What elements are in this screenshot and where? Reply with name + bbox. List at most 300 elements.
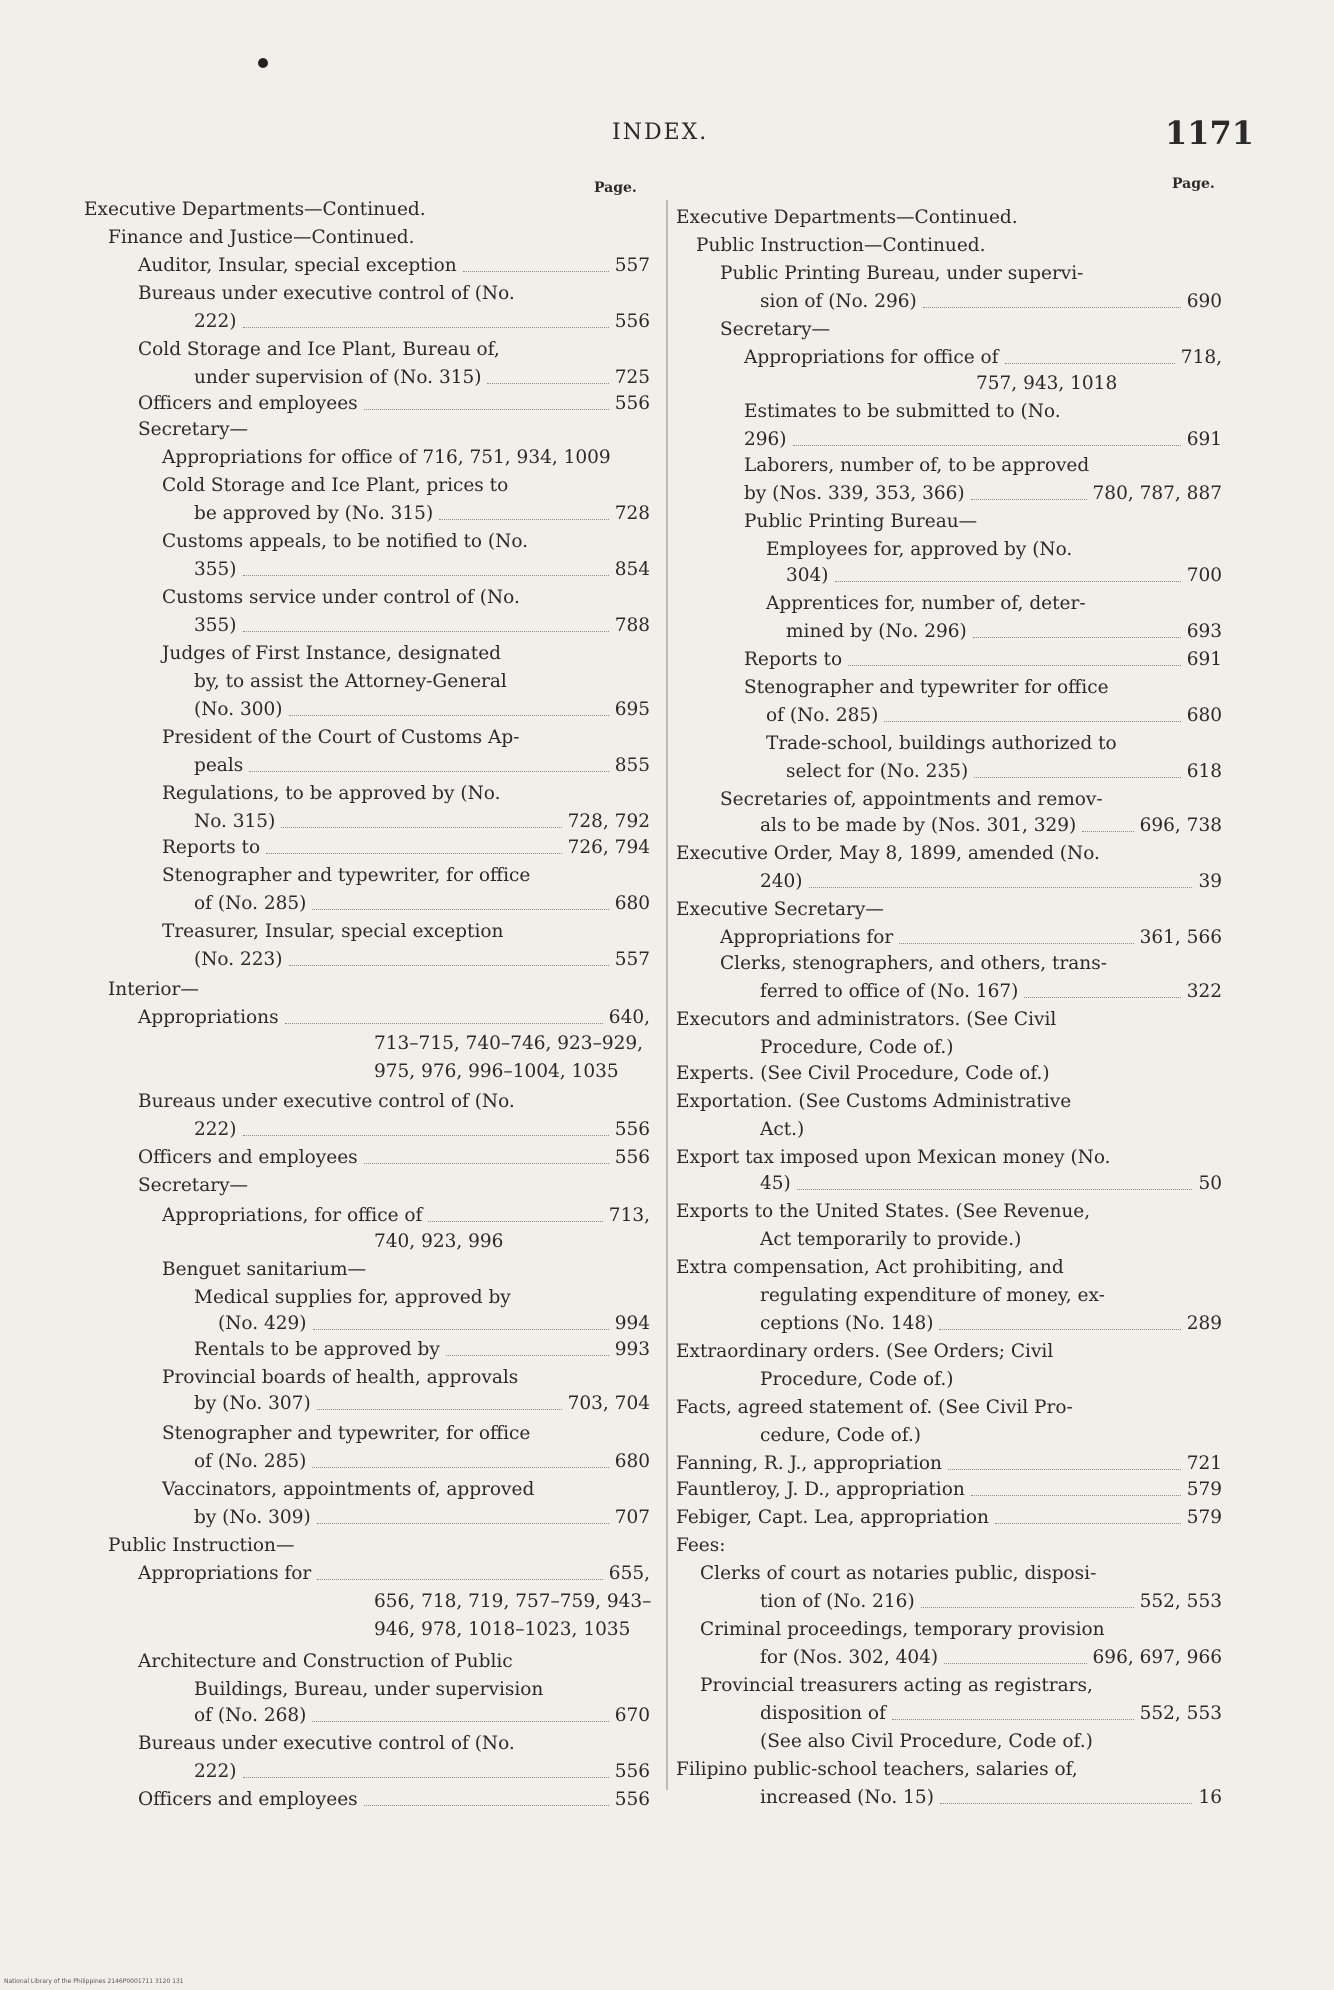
dot-leader bbox=[439, 519, 609, 520]
index-entry-text: No. 315) bbox=[194, 811, 276, 832]
index-entry bbox=[162, 780, 500, 807]
index-entry bbox=[760, 1644, 1222, 1671]
index-entry-text: Cold Storage and Ice Plant, Bureau of, bbox=[138, 339, 500, 360]
index-entry bbox=[720, 260, 1083, 287]
index-entry-text: 296) bbox=[744, 429, 787, 450]
index-entry-text: by (No. 309) bbox=[194, 1507, 311, 1528]
index-entry bbox=[108, 224, 415, 251]
page-reference: 552, 553 bbox=[1139, 1703, 1222, 1724]
index-entry-text: Public Printing Bureau— bbox=[744, 511, 978, 532]
index-entry bbox=[194, 1676, 543, 1703]
index-entry bbox=[786, 562, 1222, 589]
index-entry-text: Reports to bbox=[162, 837, 261, 858]
index-entry-text: Executive Secretary— bbox=[676, 899, 884, 920]
index-entry bbox=[374, 1058, 619, 1085]
dot-leader bbox=[921, 1607, 1134, 1608]
index-entry bbox=[760, 1700, 1222, 1727]
index-entry bbox=[138, 1648, 513, 1675]
index-entry bbox=[162, 1420, 530, 1447]
dot-leader bbox=[285, 1023, 603, 1024]
index-entry-text: ceptions (No. 148) bbox=[760, 1313, 934, 1334]
index-entry-text: 304) bbox=[786, 565, 829, 586]
dot-leader bbox=[944, 1663, 1086, 1664]
index-entry bbox=[676, 1198, 1090, 1225]
dot-leader bbox=[797, 1189, 1193, 1190]
dot-leader bbox=[971, 499, 1087, 500]
index-entry-text: Trade-school, buildings authorized to bbox=[766, 733, 1117, 754]
index-entry-text: mined by (No. 296) bbox=[786, 621, 967, 642]
dot-leader bbox=[1005, 363, 1175, 364]
page-label-left: Page. bbox=[594, 180, 637, 196]
index-entry-text: Febiger, Capt. Lea, appropriation bbox=[676, 1507, 989, 1528]
index-entry-text: by (Nos. 339, 353, 366) bbox=[744, 483, 965, 504]
page-reference: 640, bbox=[608, 1007, 650, 1028]
index-entry bbox=[760, 1366, 953, 1393]
index-entry bbox=[676, 1756, 1078, 1783]
index-entry-text: (No. 300) bbox=[194, 699, 283, 720]
index-entry bbox=[976, 370, 1117, 397]
index-entry-text: Bureaus under executive control of (No. bbox=[138, 1091, 515, 1112]
index-entry-text: peals bbox=[194, 755, 244, 776]
index-entry bbox=[676, 1254, 1064, 1281]
index-entry-text: Provincial treasurers acting as registrars, bbox=[700, 1675, 1093, 1696]
index-entry bbox=[760, 1422, 921, 1449]
index-entry bbox=[744, 508, 977, 535]
index-entry bbox=[162, 1256, 366, 1283]
index-entry-text: 222) bbox=[194, 1119, 237, 1140]
index-entry-text: Finance and Justice—Continued. bbox=[108, 227, 415, 248]
index-entry-text: 222) bbox=[194, 1761, 237, 1782]
dot-leader bbox=[243, 1777, 609, 1778]
index-entry bbox=[760, 1034, 953, 1061]
index-entry-text: Appropriations for bbox=[138, 1563, 312, 1584]
page-reference: 691 bbox=[1186, 429, 1222, 450]
dot-leader bbox=[364, 1805, 609, 1806]
index-entry-text: Judges of First Instance, designated bbox=[162, 643, 501, 664]
index-entry-text: 740, 923, 996 bbox=[374, 1231, 504, 1252]
page-reference: 552, 553 bbox=[1139, 1591, 1222, 1612]
index-entry-text: als to be made by (Nos. 301, 329) bbox=[760, 815, 1077, 836]
index-entry bbox=[138, 336, 500, 363]
index-entry-text: Appropriations, for office of bbox=[162, 1205, 423, 1226]
index-entry bbox=[676, 1088, 1071, 1115]
index-entry-text: cedure, Code of.) bbox=[760, 1425, 922, 1446]
page-reference: 670 bbox=[614, 1705, 650, 1726]
column-divider bbox=[666, 200, 668, 1790]
page-reference: 780, 787, 887 bbox=[1092, 483, 1222, 504]
index-entry bbox=[194, 500, 650, 527]
page-reference: 556 bbox=[614, 1147, 650, 1168]
index-entry bbox=[162, 834, 650, 861]
index-entry bbox=[744, 344, 1222, 371]
index-entry bbox=[720, 924, 1222, 951]
index-entry bbox=[786, 758, 1222, 785]
index-entry-text: 355) bbox=[194, 559, 237, 580]
index-entry-text: Officers and employees bbox=[138, 393, 358, 414]
page-reference: 680 bbox=[614, 1451, 650, 1472]
dot-leader bbox=[793, 445, 1181, 446]
index-entry bbox=[786, 618, 1222, 645]
index-entry-text: Auditor, Insular, special exception bbox=[138, 255, 457, 276]
index-entry-text: Executors and administrators. (See Civil bbox=[676, 1009, 1057, 1030]
index-entry-text: Apprentices for, number of, deter- bbox=[766, 593, 1086, 614]
page-reference: 50 bbox=[1198, 1173, 1222, 1194]
index-entry bbox=[194, 946, 650, 973]
index-entry-text: Executive Order, May 8, 1899, amended (No. bbox=[676, 843, 1100, 864]
index-entry bbox=[676, 840, 1100, 867]
index-entry-text: Secretary— bbox=[720, 319, 831, 340]
page-reference: 788 bbox=[614, 615, 650, 636]
page-reference: 855 bbox=[614, 755, 650, 776]
index-entry bbox=[676, 204, 1018, 231]
index-entry-text: Secretary— bbox=[138, 1175, 249, 1196]
index-entry-text: Act.) bbox=[760, 1119, 805, 1140]
index-entry-text: 45) bbox=[760, 1173, 791, 1194]
page-reference: 721 bbox=[1186, 1453, 1222, 1474]
bullet-mark bbox=[258, 58, 268, 68]
index-entry bbox=[676, 1394, 1073, 1421]
index-entry-text: ferred to office of (No. 167) bbox=[760, 981, 1019, 1002]
index-entry bbox=[162, 584, 520, 611]
index-entry bbox=[760, 1310, 1222, 1337]
page-reference: 39 bbox=[1198, 871, 1222, 892]
index-entry-text: Officers and employees bbox=[138, 1789, 358, 1810]
index-entry bbox=[194, 1758, 650, 1785]
index-entry bbox=[138, 1088, 515, 1115]
index-entry bbox=[766, 590, 1086, 617]
dot-leader bbox=[289, 715, 609, 716]
index-entry-text: Extraordinary orders. (See Orders; Civil bbox=[676, 1341, 1054, 1362]
index-entry-text: Clerks of court as notaries public, disposi- bbox=[700, 1563, 1097, 1584]
index-entry bbox=[744, 426, 1222, 453]
index-entry-text: Officers and employees bbox=[138, 1147, 358, 1168]
index-entry bbox=[676, 1476, 1222, 1503]
index-entry-text: by, to assist the Attorney-General bbox=[194, 671, 507, 692]
page-reference: 693 bbox=[1186, 621, 1222, 642]
index-entry bbox=[138, 1730, 515, 1757]
index-entry-text: Buildings, Bureau, under supervision bbox=[194, 1679, 544, 1700]
dot-leader bbox=[974, 777, 1180, 778]
index-entry bbox=[162, 640, 501, 667]
index-entry bbox=[720, 786, 1103, 813]
page-reference: 556 bbox=[614, 1789, 650, 1810]
dot-leader bbox=[940, 1803, 1193, 1804]
index-entry bbox=[138, 390, 650, 417]
index-entry bbox=[676, 1532, 725, 1559]
index-entry bbox=[218, 1310, 650, 1337]
index-entry-text: Cold Storage and Ice Plant, prices to bbox=[162, 475, 509, 496]
index-entry-text: Extra compensation, Act prohibiting, and bbox=[676, 1257, 1064, 1278]
page-reference: 696, 697, 966 bbox=[1092, 1647, 1222, 1668]
dot-leader bbox=[1082, 831, 1133, 832]
dot-leader bbox=[312, 1721, 608, 1722]
index-entry-text: Experts. (See Civil Procedure, Code of.) bbox=[676, 1063, 1050, 1084]
index-entry bbox=[374, 1030, 643, 1057]
index-entry-text: Procedure, Code of.) bbox=[760, 1037, 954, 1058]
dot-leader bbox=[364, 1163, 609, 1164]
index-entry-text: Appropriations bbox=[138, 1007, 279, 1028]
index-entry-text: Benguet sanitarium— bbox=[162, 1259, 367, 1280]
index-entry bbox=[162, 1364, 518, 1391]
index-entry-text: Fanning, R. J., appropriation bbox=[676, 1453, 942, 1474]
dot-leader bbox=[884, 721, 1180, 722]
index-entry bbox=[676, 896, 884, 923]
index-entry bbox=[108, 1532, 294, 1559]
index-entry-text: Vaccinators, appointments of, approved bbox=[162, 1479, 535, 1500]
index-entry bbox=[744, 674, 1109, 701]
index-entry bbox=[696, 232, 986, 259]
index-entry bbox=[162, 444, 611, 471]
index-entry-text: Public Instruction— bbox=[108, 1535, 295, 1556]
index-entry-text: Criminal proceedings, temporary provision bbox=[700, 1619, 1105, 1640]
index-entry-text: Exports to the United States. (See Revenue, bbox=[676, 1201, 1091, 1222]
index-entry-text: 656, 718, 719, 757–759, 943– bbox=[374, 1591, 652, 1612]
index-entry bbox=[138, 1172, 248, 1199]
index-entry-text: of (No. 285) bbox=[194, 893, 307, 914]
index-entry-text: Facts, agreed statement of. (See Civil Pro- bbox=[676, 1397, 1073, 1418]
index-entry bbox=[194, 890, 650, 917]
index-entry-text: Reports to bbox=[744, 649, 843, 670]
index-entry-text: Regulations, to be approved by (No. bbox=[162, 783, 501, 804]
index-entry-text: by (No. 307) bbox=[194, 1393, 311, 1414]
index-entry-text: Fauntleroy, J. D., appropriation bbox=[676, 1479, 965, 1500]
index-entry-text: Act temporarily to provide.) bbox=[760, 1229, 1022, 1250]
index-entry bbox=[766, 702, 1222, 729]
page-reference: 361, 566 bbox=[1139, 927, 1222, 948]
index-entry-text: Appropriations for office of 716, 751, 934, 1009 bbox=[162, 447, 611, 468]
page-reference: 718, bbox=[1180, 347, 1222, 368]
index-entry-text: Laborers, number of, to be approved bbox=[744, 455, 1090, 476]
index-entry bbox=[194, 808, 650, 835]
page-reference: 557 bbox=[614, 255, 650, 276]
index-entry bbox=[760, 868, 1222, 895]
index-entry-text: 355) bbox=[194, 615, 237, 636]
page-label-right: Page. bbox=[1172, 176, 1215, 192]
page-reference: 691 bbox=[1186, 649, 1222, 670]
index-entry-text: President of the Court of Customs Ap- bbox=[162, 727, 520, 748]
page-reference: 655, bbox=[608, 1563, 650, 1584]
dot-leader bbox=[312, 1467, 608, 1468]
index-entry bbox=[760, 812, 1222, 839]
index-entry bbox=[162, 1476, 534, 1503]
index-entry bbox=[138, 252, 650, 279]
dot-leader bbox=[923, 307, 1181, 308]
index-entry-text: Procedure, Code of.) bbox=[760, 1369, 954, 1390]
page-reference: 289 bbox=[1186, 1313, 1222, 1334]
page-reference: 322 bbox=[1186, 981, 1222, 1002]
dot-leader bbox=[317, 1579, 603, 1580]
dot-leader bbox=[266, 853, 562, 854]
dot-leader bbox=[317, 1523, 609, 1524]
index-entry-text: 222) bbox=[194, 311, 237, 332]
index-entry bbox=[194, 1336, 650, 1363]
index-entry bbox=[766, 730, 1117, 757]
footer-credit: National Library of the Philippines 2146P0001711 3120 131 bbox=[4, 1978, 184, 1985]
page-reference: 700 bbox=[1186, 565, 1222, 586]
index-entry-text: Interior— bbox=[108, 979, 199, 1000]
dot-leader bbox=[289, 965, 609, 966]
index-entry-text: increased (No. 15) bbox=[760, 1787, 934, 1808]
index-entry bbox=[744, 452, 1089, 479]
index-entry bbox=[194, 556, 650, 583]
index-entry-text: Exportation. (See Customs Administrative bbox=[676, 1091, 1072, 1112]
page-reference: 713, bbox=[608, 1205, 650, 1226]
index-entry bbox=[138, 1004, 650, 1031]
index-entry bbox=[374, 1228, 503, 1255]
dot-leader bbox=[835, 581, 1181, 582]
index-entry-text: Employees for, approved by (No. bbox=[766, 539, 1073, 560]
index-entry bbox=[676, 1338, 1053, 1365]
index-entry-text: Bureaus under executive control of (No. bbox=[138, 283, 515, 304]
index-entry bbox=[760, 1728, 1093, 1755]
dot-leader bbox=[364, 409, 609, 410]
index-entry bbox=[760, 978, 1222, 1005]
dot-leader bbox=[243, 631, 609, 632]
page-reference: 556 bbox=[614, 393, 650, 414]
dot-leader bbox=[463, 271, 609, 272]
page-number: 1171 bbox=[1165, 114, 1255, 152]
index-entry bbox=[676, 1006, 1056, 1033]
index-entry bbox=[194, 668, 507, 695]
index-entry-text: tion of (No. 216) bbox=[760, 1591, 915, 1612]
index-entry-text: select for (No. 235) bbox=[786, 761, 969, 782]
index-entry-text: of (No. 285) bbox=[194, 1451, 307, 1472]
index-entry bbox=[162, 862, 530, 889]
dot-leader bbox=[313, 1329, 609, 1330]
page-reference: 726, 794 bbox=[567, 837, 650, 858]
page-reference: 556 bbox=[614, 1761, 650, 1782]
dot-leader bbox=[243, 327, 609, 328]
page-reference: 680 bbox=[614, 893, 650, 914]
page-reference: 579 bbox=[1186, 1507, 1222, 1528]
index-entry bbox=[194, 364, 650, 391]
index-entry-text: Rentals to be approved by bbox=[194, 1339, 440, 1360]
dot-leader bbox=[317, 1409, 562, 1410]
index-entry bbox=[138, 416, 248, 443]
index-entry-text: Stenographer and typewriter, for office bbox=[162, 1423, 531, 1444]
index-entry-text: Medical supplies for, approved by bbox=[194, 1287, 511, 1308]
index-entry bbox=[138, 1786, 650, 1813]
index-entry bbox=[108, 976, 199, 1003]
index-entry-text: sion of (No. 296) bbox=[760, 291, 917, 312]
page-reference: 703, 704 bbox=[567, 1393, 650, 1414]
index-entry bbox=[194, 696, 650, 723]
page-reference: 993 bbox=[614, 1339, 650, 1360]
page-reference: 579 bbox=[1186, 1479, 1222, 1500]
index-entry-text: Executive Departments—Continued. bbox=[676, 207, 1018, 228]
index-entry-text: 946, 978, 1018–1023, 1035 bbox=[374, 1619, 631, 1640]
dot-leader bbox=[487, 383, 608, 384]
index-entry bbox=[766, 536, 1072, 563]
index-entry bbox=[162, 724, 519, 751]
index-entry bbox=[374, 1616, 630, 1643]
dot-leader bbox=[971, 1495, 1181, 1496]
dot-leader bbox=[892, 1719, 1134, 1720]
index-entry-text: Clerks, stenographers, and others, trans- bbox=[720, 953, 1107, 974]
index-entry bbox=[720, 950, 1107, 977]
page-reference: 994 bbox=[614, 1313, 650, 1334]
dot-leader bbox=[809, 887, 1193, 888]
dot-leader bbox=[312, 909, 608, 910]
index-entry-text: disposition of bbox=[760, 1703, 886, 1724]
index-entry-text: Customs appeals, to be notified to (No. bbox=[162, 531, 529, 552]
index-entry bbox=[744, 398, 1061, 425]
index-entry bbox=[676, 1144, 1111, 1171]
dot-leader bbox=[243, 1135, 609, 1136]
index-entry-text: of (No. 268) bbox=[194, 1705, 307, 1726]
page-reference: 618 bbox=[1186, 761, 1222, 782]
dot-leader bbox=[281, 827, 561, 828]
dot-leader bbox=[446, 1355, 609, 1356]
index-entry bbox=[194, 1504, 650, 1531]
index-entry bbox=[700, 1560, 1096, 1587]
index-entry bbox=[194, 1116, 650, 1143]
index-entry bbox=[760, 1116, 804, 1143]
dot-leader bbox=[1024, 997, 1180, 998]
index-entry bbox=[138, 1560, 650, 1587]
index-entry bbox=[162, 1202, 650, 1229]
index-entry bbox=[720, 316, 830, 343]
page-reference: 690 bbox=[1186, 291, 1222, 312]
index-entry-text: Stenographer and typewriter for office bbox=[744, 677, 1109, 698]
index-entry-text: be approved by (No. 315) bbox=[194, 503, 434, 524]
index-entry-text: Stenographer and typewriter, for office bbox=[162, 865, 531, 886]
index-entry-text: Filipino public-school teachers, salaries of, bbox=[676, 1759, 1078, 1780]
page-reference: 728 bbox=[614, 503, 650, 524]
index-entry-text: Estimates to be submitted to (No. bbox=[744, 401, 1061, 422]
index-entry bbox=[676, 1504, 1222, 1531]
index-entry-text: (No. 429) bbox=[218, 1313, 307, 1334]
index-entry bbox=[194, 1702, 650, 1729]
index-entry bbox=[194, 308, 650, 335]
index-entry-text: Treasurer, Insular, special exception bbox=[162, 921, 504, 942]
index-entry bbox=[744, 480, 1222, 507]
index-entry bbox=[676, 1450, 1222, 1477]
page-reference: 695 bbox=[614, 699, 650, 720]
page-reference: 725 bbox=[614, 367, 650, 388]
index-entry-text: for (Nos. 302, 404) bbox=[760, 1647, 939, 1668]
index-entry-text: of (No. 285) bbox=[766, 705, 879, 726]
index-entry bbox=[84, 196, 426, 223]
index-entry bbox=[194, 1448, 650, 1475]
dot-leader bbox=[948, 1469, 1181, 1470]
index-entry bbox=[760, 288, 1222, 315]
index-entry-text: (No. 223) bbox=[194, 949, 283, 970]
index-entry-text: Provincial boards of health, approvals bbox=[162, 1367, 519, 1388]
index-entry-text: (See also Civil Procedure, Code of.) bbox=[760, 1731, 1093, 1752]
index-entry-text: Customs service under control of (No. bbox=[162, 587, 520, 608]
index-entry-text: 975, 976, 996–1004, 1035 bbox=[374, 1061, 619, 1082]
index-entry bbox=[194, 1284, 511, 1311]
index-entry-text: Architecture and Construction of Public bbox=[138, 1651, 513, 1672]
index-entry-text: Fees: bbox=[676, 1535, 726, 1556]
index-entry-text: 713–715, 740–746, 923–929, bbox=[374, 1033, 644, 1054]
index-entry-text: 757, 943, 1018 bbox=[976, 373, 1118, 394]
dot-leader bbox=[995, 1523, 1181, 1524]
index-entry bbox=[138, 1144, 650, 1171]
index-entry bbox=[676, 1060, 1050, 1087]
index-entry-text: Public Instruction—Continued. bbox=[696, 235, 986, 256]
index-entry-text: Secretaries of, appointments and remov- bbox=[720, 789, 1103, 810]
index-entry bbox=[744, 646, 1222, 673]
index-entry bbox=[760, 1226, 1021, 1253]
index-entry bbox=[194, 1390, 650, 1417]
index-entry-text: Executive Departments—Continued. bbox=[84, 199, 426, 220]
page-reference: 16 bbox=[1198, 1787, 1222, 1808]
page-reference: 728, 792 bbox=[567, 811, 650, 832]
index-entry bbox=[162, 528, 528, 555]
index-entry bbox=[194, 752, 650, 779]
